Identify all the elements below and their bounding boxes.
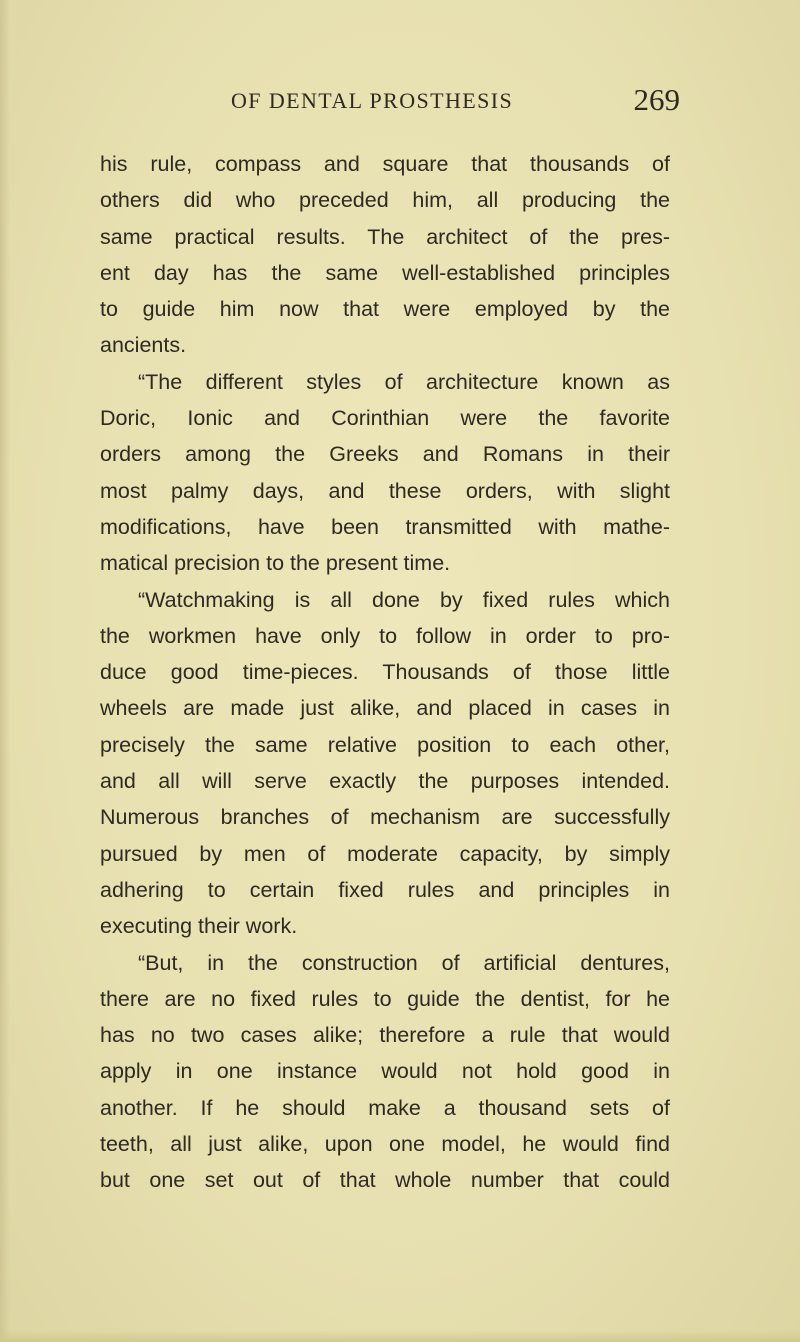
text-line: apply in one instance would not hold good in <box>100 1059 670 1084</box>
text-line: and all will serve exactly the purposes intended. <box>100 769 670 794</box>
text-line: “Watchmaking is all done by fixed rules which <box>138 587 670 612</box>
text-line: the workmen have only to follow in order to pro- <box>100 623 670 648</box>
text-line: Numerous branches of mechanism are successfully <box>100 805 670 830</box>
page-shadow-bottom <box>0 1330 800 1342</box>
text-line: wheels are made just alike, and placed in cases in <box>100 696 670 721</box>
text-line: another. If he should make a thousand sets of <box>100 1095 670 1120</box>
text-line: “But, in the construction of artificial dentures, <box>138 950 670 975</box>
text-line: Doric, Ionic and Corinthian were the favorite <box>100 406 670 431</box>
text-line: executing their work. <box>100 914 298 939</box>
text-line: to guide him now that were employed by the <box>100 297 670 322</box>
text-line: modifications, have been transmitted with mathe- <box>100 514 670 539</box>
text-line: most palmy days, and these orders, with slight <box>100 478 670 503</box>
text-line: teeth, all just alike, upon one model, he would find <box>100 1132 670 1157</box>
running-head-title: OF DENTAL PROSTHESIS <box>231 88 514 113</box>
text-line: his rule, compass and square that thousands of <box>100 152 670 176</box>
text-line: matical precision to the present time. <box>100 551 451 576</box>
running-head <box>100 82 680 126</box>
text-line: ent day has the same well-established principles <box>100 260 670 285</box>
text-line: duce good time-pieces. Thousands of those little <box>100 660 670 685</box>
text-line: adhering to certain fixed rules and principles in <box>100 877 670 902</box>
page-shadow-left <box>0 0 10 1342</box>
text-line: “The different styles of architecture known as <box>138 369 670 394</box>
text-line: but one set out of that whole number that could <box>100 1168 670 1193</box>
text-line: ancients. <box>100 333 187 358</box>
page-number: 269 <box>633 82 680 117</box>
text-line: there are no fixed rules to guide the dentist, for he <box>100 986 670 1011</box>
text-line: orders among the Greeks and Romans in their <box>100 442 670 467</box>
text-line: pursued by men of moderate capacity, by simply <box>100 841 670 866</box>
text-line: has no two cases alike; therefore a rule that would <box>100 1023 670 1048</box>
body-text <box>100 146 670 1199</box>
text-line: same practical results. The architect of the pres- <box>100 224 670 249</box>
text-line: others did who preceded him, all producing the <box>100 188 670 213</box>
text-line: precisely the same relative position to each other, <box>100 732 670 757</box>
